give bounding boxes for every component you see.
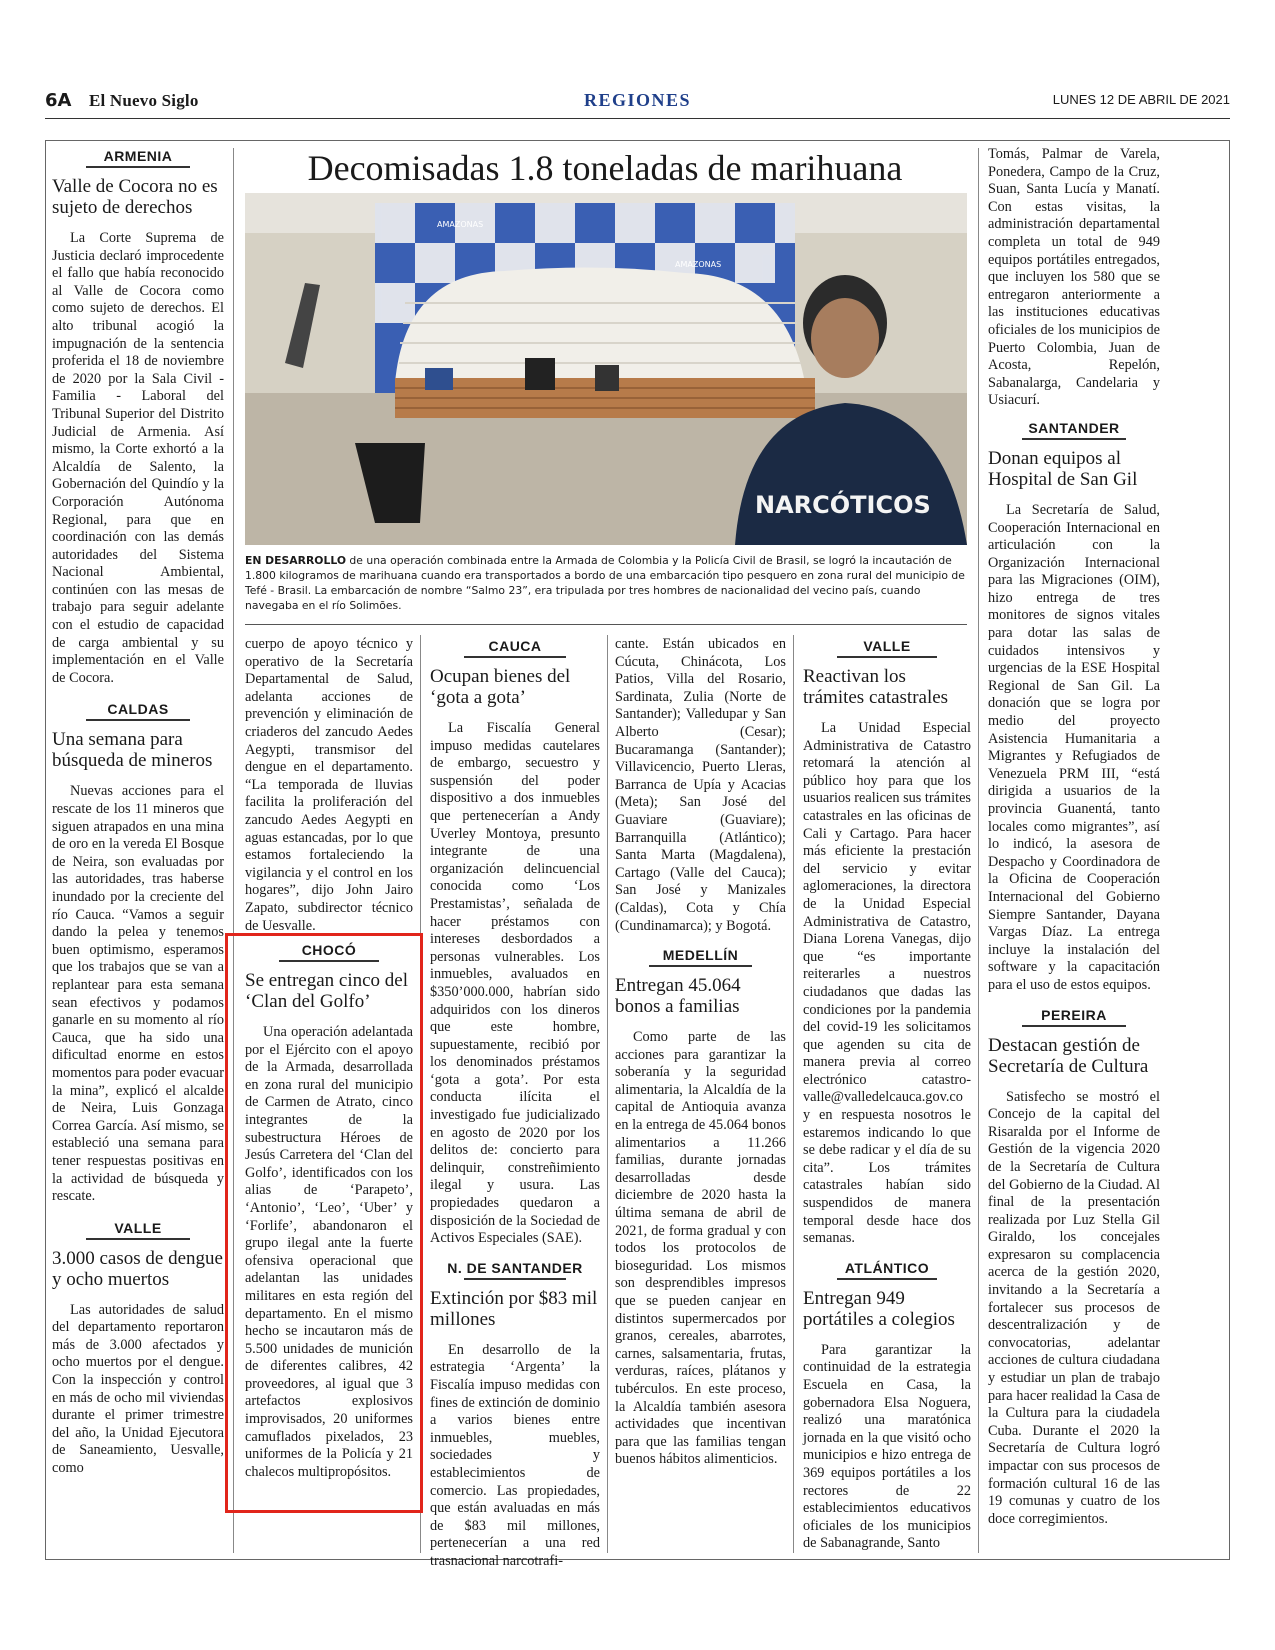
tag-rule [837,656,938,658]
column-6 [988,146,1160,1551]
headline-cauca: Ocupan bienes del ‘gota a gota’ [430,666,571,708]
section-tag-nsantander: N. DE SANTANDER [447,1259,583,1276]
shirt-text: NARCÓTICOS [755,491,931,519]
headline-caldas: Una semana para búsqueda de mineros [52,729,213,772]
tag-rule [1022,438,1125,440]
headline-armenia: Valle de Cocora no es sujeto de derechos [52,176,218,218]
article-atlantico: Para garantizar la continuidad de la estrategia Escuela en Casa, la gobernadora Elsa Noguera, realizó una maratónica jornada en la que visitó ocho municipios e hizo entrega de 369 equipos portátiles a los rectores de 22 establecimientos educativos oficiales de los municipios de Sabanagrande, Santo [803,1341,971,1552]
column-1 [52,140,224,1550]
article-valle-dengue-continued: cuerpo de apoyo técnico y operativo de la Secretaría Departamental de Salud, adelanta acciones de prevención y eliminación de criaderos del zancudo Aedes Aegypti, transmisor del dengue en el departamento. “La temporada de lluvias facilita la proliferación del zancudo Aedes Aegypti en aguas estancadas, por lo que estamos fortaleciendo la vigilancia y el control en los hogares”, dijo John Jairo Zapato, subdirector técnico de Uesvalle. [245,636,413,934]
article-medellin: Como parte de las acciones para garantizar la soberanía y la seguridad alimentaria, la Alcaldía de la capital de Antioquia avanza en la entrega de 45.064 bonos alimentarios a 11.266 familias, durante jornadas desarrolladas desde diciembre de 2020 hasta la última semana de abril de 2021, de forma gradual y con todos los protocolos de bioseguridad. Los mismos son desprendibles impresos que se pueden canjear en distintos supermercados por granos, cereales, abarrotes, carnes, salsamentaria, frutas, verduras, raíces, plátanos y tubérculos. En este proceso, la Alcaldía también asesora actividades que incentivan para que las familias tengan buenos hábitos alimenticios. [615,1029,786,1468]
headline-nsantander: Extinción por $83 mil millones [430,1287,598,1330]
tag-rule [86,166,189,168]
page-number: 6A [45,90,72,111]
article-cauca: La Fiscalía General impuso medidas cautelares de embargo, secuestro y suspensión del poder dispositivo a dos inmuebles que pertenecerían a Andy Uverley Montoya, presunto integrante de una organización delincuencial conocida como ‘Los Prestamistas’, señalada de hacer préstamos con intereses desbordados a personas vulnerables. Los inmuebles, avaluados en $350’000.000, habrían sido adquiridos con los dineros que este hombre, supuestamente, recibió por los denominados préstamos ‘gota a gota’. Por esta conducta ilícita el investigado fue judicializado en agosto de 2020 por los delitos de: concierto para delinquir, constreñimiento ilegal y usura. Las propiedades quedaron a disposición de la Sociedad de Activos Especiales (SAE). [430,720,600,1247]
article-nsantander: En desarrollo de la estrategia ‘Argenta’ la Fiscalía impuso medidas con fines de extinción de dominio a varios bienes entre inmuebles, muebles, sociedades y establecimientos de comercio. Las propiedades, que están avaluadas en más de $83 mil millones, pertenecerían a una red trasnacional narcotrafi- [430,1341,600,1569]
banner-text: AMAZONAS [675,260,722,269]
headline-atlantico: Entregan 949 portátiles a colegios [803,1287,955,1330]
caption-text: de una operación combinada entre la Armada de Colombia y la Policía Civil de Brasil, se logró la incautación de 1.800 kilogramos de marihuana cuando era transportados a bordo de una embarcación tipo pesquero en zona rural del municipio de Tefé - Brasil. La embarcación de nombre “Salmo 23”, era tripulada por tres hombres de nacionalidad del vecino país, cuando navegaba en el río Solimões. [245,554,965,612]
feature-photo [245,193,967,545]
caption-rule [245,624,967,625]
page-header [45,90,1230,116]
headline-santander: Donan equipos al Hospital de San Gil [988,447,1138,490]
main-headline: Decomisadas 1.8 toneladas de marihuana [307,148,903,188]
section-tag-atlantico: ATLÁNTICO [844,1259,930,1276]
column-2-top [245,636,413,934]
headline-pereira: Destacan gestión de Secretaría de Cultura [988,1034,1149,1077]
article-atlantico-continued: Tomás, Palmar de Varela, Ponedera, Campo de la Cruz, Suan, Santa Lucía y Manatí. Con estas visitas, la administración departamental completa un total de 949 equipos portátiles entregados, que incluyen los 580 que se entregaron anteriormente a las instituciones educativas oficiales de los municipios de Puerto Colombia, Juan de Acosta, Repelón, Sabanalarga, Candelaria y Usiacurí. [988,146,1160,409]
photo-illustration [245,193,967,545]
banner-text: AMAZONAS [437,220,484,229]
tag-rule [464,1278,566,1280]
article-valle-dengue: Las autoridades de salud del departamento reportaron más de 3.000 afectados y ocho muertos por el dengue. Con la inspección y control en más de ocho mil viviendas durante el primer trimestre del año, la Unidad Ejecutora de Saneamiento, Uesvalle, como [52,1301,224,1477]
issue-date: LUNES 12 DE ABRIL DE 2021 [1052,92,1230,107]
section-tag-valle-catastro: VALLE [863,638,911,654]
article-santander: La Secretaría de Salud, Cooperación Internacional en articulación con la Organización Internacional para las Migraciones (OIM), hizo entrega de tres monitores de signos vitales para dotar las salas de cuidados intensivos y urgencias de la ESE Hospital Regional de San Gil. La donación que se logra por medio del proyecto Asistencia Humanitaria a Migrantes y Refugiados de Venezuela PRM III, “está dirigida a usuarios de la provincia Guanentá, tanto locales como migrantes”, así lo indicó, la asesora de Despacho y Coordinadora de la Oficina de Cooperación Internacional del Gobierno Siempre Santander, Dayana Vargas Díaz. La entrega incluye la instalación del software y la capacitación para el uso de estos equipos. [988,501,1160,993]
photo-caption [245,553,967,613]
column-4 [615,636,786,1556]
section-title: REGIONES [583,90,692,110]
section-tag-cauca: CAUCA [488,638,542,654]
section-tag-caldas: CALDAS [107,701,169,718]
column-5 [803,630,971,1555]
column-rule [978,148,979,1553]
tag-rule [1022,1025,1125,1027]
section-tag-medellin: MEDELLÍN [662,947,739,964]
column-rule [793,635,794,1553]
article-armenia: La Corte Suprema de Justicia declaró improcedente el fallo que había reconocido al Valle de Cocora como como sujeto de derechos. El alto tribunal acogió la impugnación de la sentencia proferida el 18 de noviembre de 2020 por la Sala Civil - Familia - Laboral del Tribunal Superior del Distrito Judicial de Armenia. Así mismo, la Corte exhortó a la Alcaldía de Salento, la Gobernación del Quindío y la Corporación Autónoma Regional, para que en coordinación con las demás autoridades del Sistema Nacional Ambiental, continúen con las mesas de trabajo para seguir adelante con el estudio de capacidad de carga ambiental y su implementación en el Valle de Cocora. [52,230,224,686]
tag-rule [86,719,189,721]
article-valle-catastro: La Unidad Especial Administrativa de Catastro retomará la atención al público hoy para que los usuarios realicen sus trámites catastrales en las oficinas de Cali y Cartago. Para hacer más eficiente la prestación del servicio y evitar aglomeraciones, la directora de la Unidad Especial Administrativa de Catastro, Diana Lorena Vanegas, dijo que “es importante reiterarles a nuestros ciudadanos que dadas las condiciones por la pandemia del covid-19 les solicitamos que agenden su cita de manera previa al correo electrónico catastro-valle@valledelcauca.gov.co y en respuesta nosotros le estaremos indicando lo que se debe radicar y el día de su cita”. Los trámites catastrales habían sido suspendidos de manera temporal desde hace dos semanas. [803,720,971,1247]
tag-rule [837,1278,938,1280]
highlight-box [225,933,423,1513]
headline-medellin: Entregan 45.064 bonos a familias [615,975,741,1018]
header-rule [45,118,1230,119]
article-pereira: Satisfecho se mostró el Concejo de la capital del Risaralda por el Informe de Gestión de la vigencia 2020 de la Secretaría de Cultura del Gobierno de la Ciudad. Al final de la presentación realizada por Luz Stella Gil Giraldo, los concejales expresaron su complacencia acerca de la gestión 2020, invitando a la Secretaría a fortalecer sus procesos de descentralización y de convocatorias, adelantar acciones de cultura ciudadana y estudiar un plan de trabajo para hacer realidad la Casa de la Cultura para la ciudadela Cuba. Durante el 2020 la Secretaría de Cultura logró impactar con sus procesos de formación cultural 16 de las 19 comunas y cuatro de los doce corregimientos. [988,1088,1160,1527]
column-rule [607,635,608,1553]
column-3 [430,630,600,1569]
section-tag-armenia: ARMENIA [103,148,173,164]
section-tag-valle: VALLE [114,1219,162,1236]
caption-lead: EN DESARROLLO [245,554,346,567]
section-tag-pereira: PEREIRA [1041,1006,1107,1023]
tag-rule [464,656,566,658]
article-nsantander-continued: cante. Están ubicados en Cúcuta, Chinácota, Los Patios, Villa del Rosario, Sardinata, Zulia (Norte de Santander); Valledupar y San Alberto (Cesar); Bucaramanga (Santander); Villavicencio, Puerto Lleras, Barranca de Upía y Acacias (Meta); San José del Guaviare (Guaviare); Barranquilla (Atlántico); Santa Marta (Magdalena), Cartago (Valle del Cauca); San José y Manizales (Caldas), Cota y Chía (Cundinamarca); y Bogotá. [615,636,786,934]
tag-rule [86,1238,189,1240]
section-tag-choco: CHOCÓ [301,942,357,958]
article-caldas: Nuevas acciones para el rescate de los 11 mineros que siguen atrapados en una mina de oro en la vereda El Bosque de Neira, son evaluadas por las autoridades, tras haberse inundado por la creciente del río Cauca. “Vamos a seguir dando la pelea y tenemos buen optimismo, esperamos que los trabajos que se van a replantear para esta semana sean efectivos y podamos ganarle en su momento al río Cauca, que ha sido una dificultad enorme en estos momentos para poder evacuar la mina”, explicó el alcalde de Neira, Luis Gonzaga Correa García. Así mismo, se estableció una semana para tener respuestas positivas en la actividad de búsqueda y rescate. [52,783,224,1205]
headline-choco: Se entregan cinco del ‘Clan del Golfo’ [245,970,409,1012]
newspaper-name: El Nuevo Siglo [89,91,199,110]
headline-valle-dengue: 3.000 casos de dengue y ocho muertos [52,1247,223,1290]
tag-rule [649,965,752,967]
section-tag-santander: SANTANDER [1028,419,1120,436]
article-choco: Una operación adelantada por el Ejército con el apoyo de la Armada, desarrollada en zona rural del municipio de Carmen de Atrato, cinco integrantes de la subestructura Héroes de Jesús Carretera del ‘Clan del Golfo’, identificados con los alias de ‘Parapeto’, ‘Antonio’, ‘Leo’, ‘Uber’ y ‘Forlife’, abandonaron el grupo ilegal ante la fuerte ofensiva operacional que adelantan las unidades militares en esta región del departamento. En el mismo hecho se incautaron más de 5.500 unidades de munición de diferentes calibres, 42 proveedores, al igual que 3 artefactos explosivos improvisados, 20 uniformes camuflados pixelados, 23 uniformes de la Policía y 21 chalecos multipropósitos. [245,1024,413,1480]
headline-valle-catastro: Reactivan los trámites catastrales [803,666,949,708]
